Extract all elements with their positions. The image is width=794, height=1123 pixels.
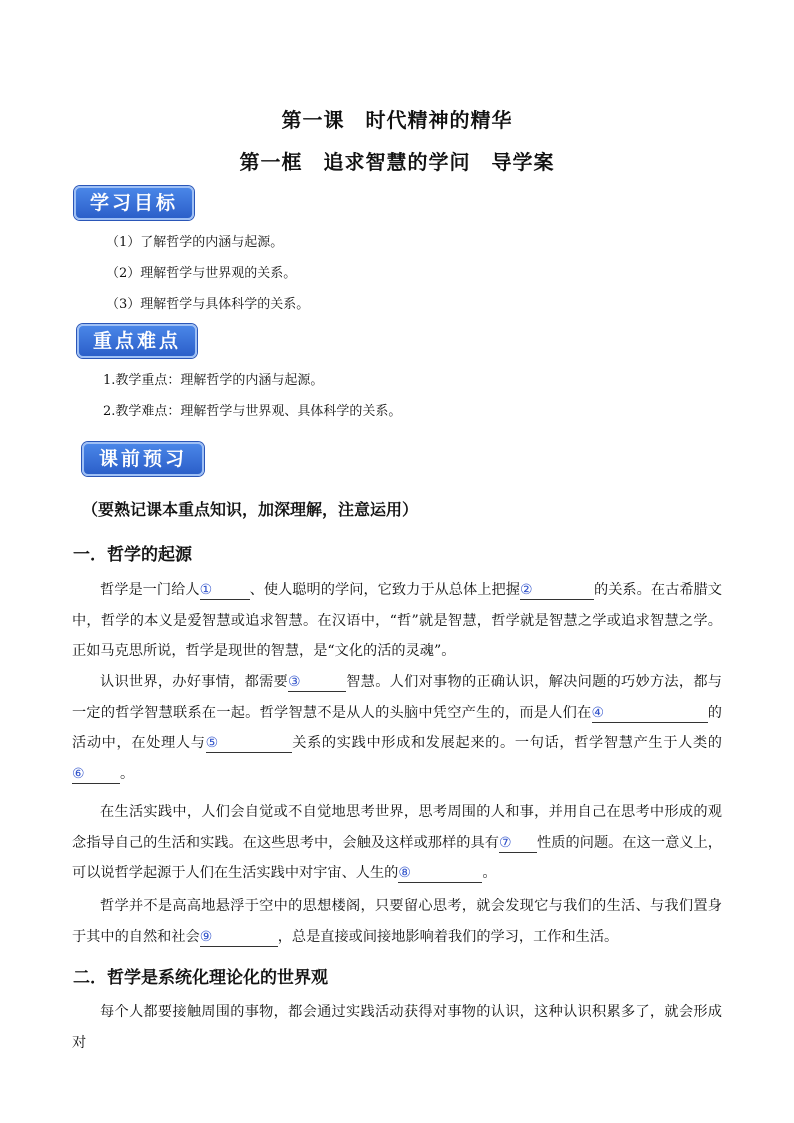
paragraph-5: 每个人都要接触周围的事物，都会通过实践活动获得对事物的认识，这种认识积累多了，就会形成对 (72, 1004, 722, 1051)
paragraph-text: 性质的问题。在这一意义上，可以说哲学起源于人们在生活实践中对宇宙、人生的 (72, 834, 722, 881)
fill-blank[interactable]: ⑨ (200, 928, 278, 947)
fill-blank[interactable]: ⑥ (72, 765, 120, 784)
page-subtitle: 第一框 追求智慧的学问 导学案 (239, 150, 555, 174)
key-point-item: 2.教学难点：理解哲学与世界观、具体科学的关系。 (103, 404, 402, 419)
paragraph-text: 在生活实践中，人们会自觉或不自觉地思考世界，思考周围的人和事，并用自己在思考中形成的观念指导自己的生活和实践。在这些思考中，会触及这样或那样的具有 (72, 804, 722, 851)
key-points-badge: 重点难点 (77, 324, 197, 358)
paragraph-2 (72, 667, 722, 789)
paragraph-4 (72, 891, 722, 952)
fill-blank[interactable]: ④ (592, 704, 708, 723)
paragraph-text: 认识世界，办好事情，都需要 (100, 674, 288, 690)
fill-blank[interactable]: ⑦ (499, 834, 537, 853)
objective-item: （3）理解哲学与具体科学的关系。 (106, 297, 310, 312)
page-title: 第一课 时代精神的精华 (281, 108, 513, 132)
paragraph-text: ，总是直接或间接地影响着我们的学习，工作和生活。 (277, 928, 619, 945)
fill-blank[interactable]: ⑧ (398, 864, 482, 883)
paragraph-text: 。 (120, 765, 135, 782)
paragraph-1 (72, 575, 722, 667)
section-heading-origin: 一．哲学的起源 (73, 545, 192, 565)
paragraph-text: 哲学是一门给人 (100, 582, 200, 598)
objective-item: （1）了解哲学的内涵与起源。 (106, 235, 284, 250)
objectives-badge: 学习目标 (74, 186, 194, 220)
paragraph-text: 的活动中，在处理人与 (72, 704, 722, 751)
paragraph-text: 哲学并不是高高地悬浮于空中的思想楼阁，只要留心思考，就会发现它与我们的生活、与我们置身于其中的自然和社会 (72, 898, 722, 945)
fill-blank[interactable]: ③ (288, 673, 346, 692)
paragraph-text: 的关系。在古希腊文中，哲学的本义是爱智慧或追求智慧。在汉语中，“哲”就是智慧，哲学就是智慧之学或追求智慧之学。正如马克思所说，哲学是现世的智慧，是“文化的活的灵魂”。 (72, 582, 722, 659)
fill-blank[interactable]: ② (520, 581, 594, 600)
paragraph-3 (72, 797, 722, 889)
paragraph-text: 智慧。人们对事物的正确认识，解决问题的巧妙方法，都与一定的哲学智慧联系在一起。哲学智慧不是从人的头脑中凭空产生的，而是人们在 (72, 674, 722, 721)
paragraph-text: 。 (482, 865, 497, 881)
key-point-item: 1.教学重点：理解哲学的内涵与起源。 (103, 373, 324, 388)
preview-badge: 课前预习 (82, 442, 204, 476)
paragraph-text: 关系的实践中形成和发展起来的。一句话，哲学智慧产生于人类的 (291, 735, 722, 751)
fill-blank[interactable]: ① (200, 581, 250, 600)
fill-blank[interactable]: ⑤ (206, 734, 292, 753)
paragraph-text: 、使人聪明的学问，它致力于从总体上把握 (249, 582, 520, 598)
section-heading-worldview: 二．哲学是系统化理论化的世界观 (73, 968, 328, 988)
study-note: （要熟记课本重点知识，加深理解，注意运用） (82, 500, 419, 519)
objective-item: （2）理解哲学与世界观的关系。 (106, 266, 297, 281)
